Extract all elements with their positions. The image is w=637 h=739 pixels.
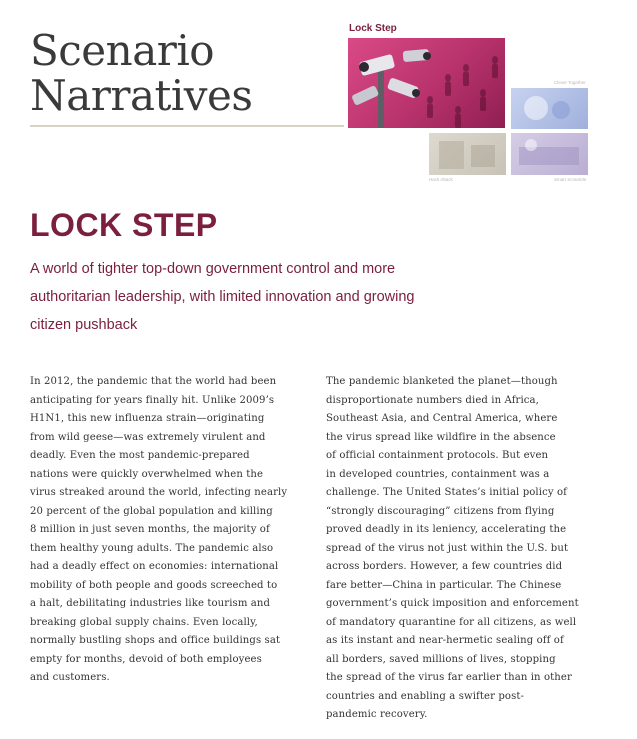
- section-title-line-1: Scenario: [30, 26, 215, 75]
- section-title: [30, 28, 252, 118]
- body-line: 8 million in just seven months, the majority of: [30, 524, 270, 535]
- body-line: deadly. Even the most pandemic-prepared: [30, 450, 250, 461]
- thumb-caption-smart-scramble: Smart Scramble: [554, 177, 587, 182]
- section-title-line-2: Narratives: [30, 71, 253, 120]
- clever-together-thumbnail-art: [511, 88, 588, 129]
- body-line: H1N1, this new influenza strain—originating: [30, 413, 265, 424]
- body-line: disproportionate numbers died in Africa,: [326, 394, 539, 406]
- body-line: government’s quick imposition and enforcement: [326, 598, 579, 609]
- body-line: of mandatory quarantine for all citizens, as well: [326, 616, 577, 628]
- body-line: anticipating for years finally hit. Unlike 2009’s: [30, 394, 275, 406]
- body-line: breaking global supply chains. Even locally,: [30, 616, 258, 628]
- body-column-left: [30, 373, 296, 688]
- subhead-line: authoritarian leadership, with limited innovation and growing: [30, 289, 415, 305]
- body-line: from wild geese—was extremely virulent and: [30, 431, 266, 443]
- body-line: across borders. However, a few countries did: [326, 561, 563, 572]
- surveillance-camera-illustration: [348, 38, 505, 128]
- body-line: nations were quickly overwhelmed when the: [30, 468, 264, 480]
- body-column-right: [326, 373, 594, 725]
- body-line: as its instant and near-hermetic sealing off of: [326, 635, 564, 646]
- hack-attack-thumbnail-art: [429, 133, 506, 175]
- title-divider: [30, 125, 344, 127]
- subhead-line: citizen pushback: [30, 317, 138, 333]
- hack-attack-thumbnail: [429, 133, 506, 175]
- body-line: a halt, debilitating industries like tourism and: [30, 598, 271, 609]
- body-line: In 2012, the pandemic that the world had been: [30, 376, 277, 387]
- scenario-label: Lock Step: [349, 23, 397, 34]
- body-line: pandemic recovery.: [326, 709, 428, 720]
- body-line: mobility of both people and goods screeched to: [30, 579, 278, 591]
- thumb-caption-clever-together: Clever Together: [554, 80, 586, 85]
- clever-together-thumbnail: [511, 88, 588, 129]
- body-line: challenge. The United States’s initial policy of: [326, 487, 567, 498]
- body-line: The pandemic blanketed the planet—though: [326, 376, 558, 387]
- smart-scramble-thumbnail: [511, 133, 588, 175]
- body-line: of official containment protocols. But even: [326, 450, 549, 461]
- scenario-subhead: [30, 255, 470, 339]
- body-line: had a deadly effect on economies: international: [30, 561, 279, 572]
- body-line: Southeast Asia, and Central America, where: [326, 413, 558, 424]
- body-line: countries and enabling a swifter post-: [326, 690, 525, 702]
- smart-scramble-thumbnail-art: [511, 133, 588, 175]
- body-line: all borders, saved millions of lives, stopping: [326, 653, 556, 665]
- body-line: empty for months, devoid of both employees: [30, 653, 262, 665]
- body-line: spread of the virus not just within the U.S. but: [326, 542, 569, 554]
- body-line: the spread of the virus far earlier than in other: [326, 672, 572, 683]
- body-line: proved deadly in its leniency, accelerating the: [326, 524, 567, 535]
- thumb-caption-hack-attack: Hack Attack: [429, 177, 453, 182]
- body-line: in developed countries, containment was a: [326, 468, 550, 480]
- body-line: 20 percent of the global population and killing: [30, 505, 273, 517]
- body-line: fare better—China in particular. The Chinese: [326, 579, 562, 591]
- body-line: them healthy young adults. The pandemic also: [30, 542, 274, 554]
- body-line: normally bustling shops and office buildings sat: [30, 635, 281, 646]
- body-line: “strongly discouraging” citizens from flying: [326, 505, 555, 517]
- subhead-line: A world of tighter top-down government control and more: [30, 261, 396, 277]
- body-line: virus streaked around the world, infecting nearly: [30, 487, 288, 498]
- body-line: the virus spread like wildfire in the absence: [326, 431, 556, 443]
- scenario-headline: LOCK STEP: [30, 207, 218, 243]
- body-line: and customers.: [30, 672, 110, 683]
- surveillance-camera-photo: [348, 38, 505, 128]
